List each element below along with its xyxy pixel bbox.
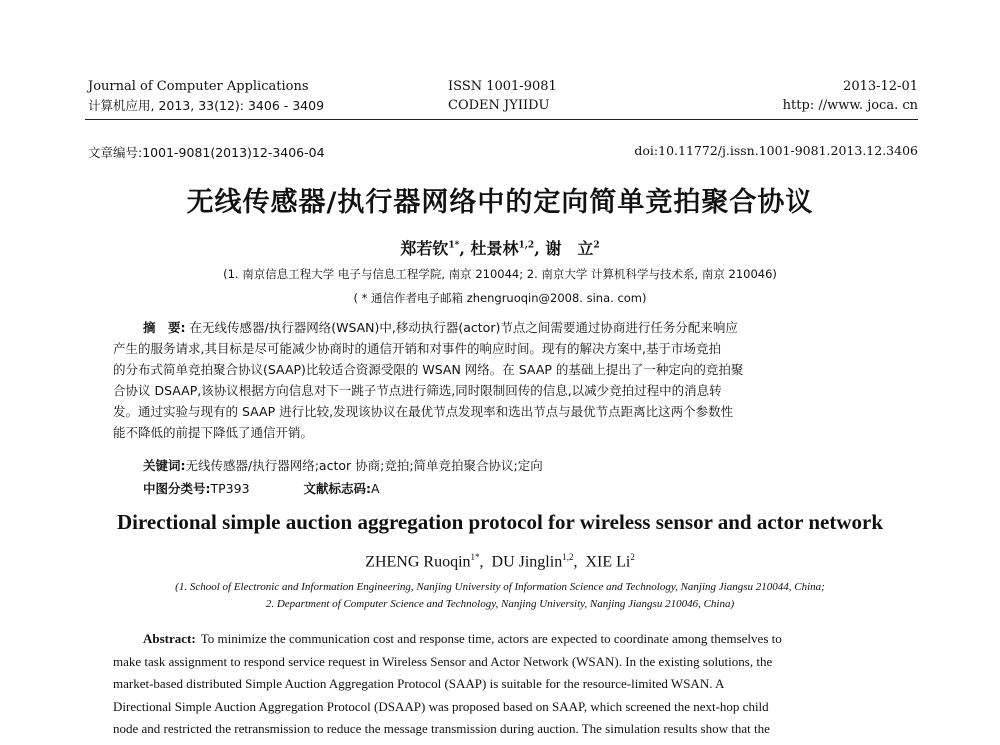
author-en-3: XIE Li <box>585 553 631 571</box>
author-en-3-sup: 2 <box>630 552 635 562</box>
keywords-cn <box>143 455 543 476</box>
affiliation-en-2: 2. Department of Computer Science and Technology, Nanjing University, Nanjing Jiangsu 210046, China) <box>265 598 735 610</box>
affiliation-cn: (1. 南京信息工程大学 电子与信息工程学院, 南京 210044; 2. 南京大学 计算机科学与技术系, 南京 210046) <box>223 267 777 281</box>
title-cn: 无线传感器/执行器网络中的定向简单竞拍聚合协议 <box>186 187 814 218</box>
journal-issue-cn: 计算机应用, 2013, 33(12): 3406 - 3409 <box>88 98 325 113</box>
author-cn-2: 杜景林 <box>470 239 519 258</box>
affiliation-en-1: (1. School of Electronic and Information Engineering, Nanjing University of Information Science and Technology, Nanjing Jiangsu 210044, China; <box>175 581 825 593</box>
abstract-en-line: Directional Simple Auction Aggregation Protocol (DSAAP) was proposed based on SAAP, which screened the next-hop child <box>113 698 769 714</box>
doc-code-label: 文献标志码: <box>303 481 372 496</box>
journal-name: Journal of Computer Applications <box>88 79 309 94</box>
abstract-cn-line: 合协议 DSAAP,该协议根据方向信息对下一跳子节点进行筛选,同时限制回传的信息,以减少竞拍过程中的消息转 <box>113 383 722 398</box>
authors-cn: 郑若钦$^{1*}$, 杜景林$^{1,2}$, 谢 立$^2$ <box>400 239 600 258</box>
classification-cn <box>143 478 380 499</box>
clc-label: 中图分类号: <box>143 481 211 496</box>
author-en-1-sup: 1* <box>470 552 480 562</box>
keywords-text: 无线传感器/执行器网络;actor 协商;竞拍;简单竞拍聚合协议;定向 <box>185 458 543 473</box>
authors-en: ZHENG Ruoqin$^{1*}$, DU Jinglin$^{1,2}$, XIE Li$^2$ <box>365 552 635 571</box>
abstract-en-line: market-based distributed Simple Auction Aggregation Protocol (SAAP) is suitable for the resource-limited WSAN. A <box>113 676 725 691</box>
author-cn-3: 谢 立 <box>545 239 594 258</box>
abstract-en-line: make task assignment to respond service request in Wireless Sensor and Actor Network (WSAN). In the existing solutions, the <box>113 653 773 669</box>
author-en-1: ZHENG Ruoqin <box>365 553 471 571</box>
abstract-en-line: To minimize the communication cost and response time, actors are expected to coordinate among themselves to <box>200 631 782 646</box>
doi: doi:10.11772/j.issn.1001-9081.2013.12.3406 <box>634 143 918 158</box>
abstract-en-line: node and restricted the retransmission to reduce the message transmission during auction. The simulation results show that the <box>113 721 770 736</box>
abstract-cn-line: 的分布式简单竞拍聚合协议(SAAP)比较适合资源受限的 WSAN 网络。在 SAAP 的基础上提出了一种定向的竞拍聚 <box>113 362 744 377</box>
abstract-en <box>113 628 893 741</box>
header-rule <box>85 119 918 120</box>
issn: ISSN 1001-9081 <box>448 79 557 94</box>
coden: CODEN JYIIDU <box>448 98 550 113</box>
publish-date: 2013-12-01 <box>843 79 918 94</box>
keywords-label: 关键词: <box>143 458 186 473</box>
abstract-cn-line: 发。通过实验与现有的 SAAP 进行比较,发现该协议在最优节点发现率和选出节点与最优节点距离比这两个参数性 <box>113 404 734 419</box>
author-en-2: DU Jinglin <box>491 553 563 571</box>
author-cn-1-sup: 1* <box>448 240 460 251</box>
clc-value: TP393 <box>210 481 250 496</box>
abstract-cn-line: 在无线传感器/执行器网络(WSAN)中,移动执行器(actor)节点之间需要通过协商进行任务分配来响应 <box>189 320 738 335</box>
abstract-en-label: Abstract: <box>143 631 196 646</box>
article-number: 文章编号:1001-9081(2013)12-3406-04 <box>88 145 325 160</box>
author-cn-1: 郑若钦 <box>400 239 449 258</box>
doc-code-value: A <box>371 481 380 496</box>
author-cn-3-sup: 2 <box>593 240 600 251</box>
corresponding-email: ( * 通信作者电子邮箱 zhengruoqin@2008. sina. com) <box>353 291 647 305</box>
abstract-cn-line: 产生的服务请求,其目标是尽可能减少协商时的通信开销和对事件的响应时间。现有的解决方案中,基于市场竞拍 <box>113 341 721 356</box>
abstract-cn <box>113 317 893 443</box>
author-cn-2-sup: 1,2 <box>518 240 535 251</box>
abstract-cn-label: 摘 要: <box>143 320 186 335</box>
title-en: Directional simple auction aggregation protocol for wireless sensor and actor network <box>116 510 884 534</box>
abstract-cn-line: 能不降低的前提下降低了通信开销。 <box>113 425 314 440</box>
author-en-2-sup: 1,2 <box>562 552 574 562</box>
journal-url: http: //www. joca. cn <box>782 98 918 113</box>
